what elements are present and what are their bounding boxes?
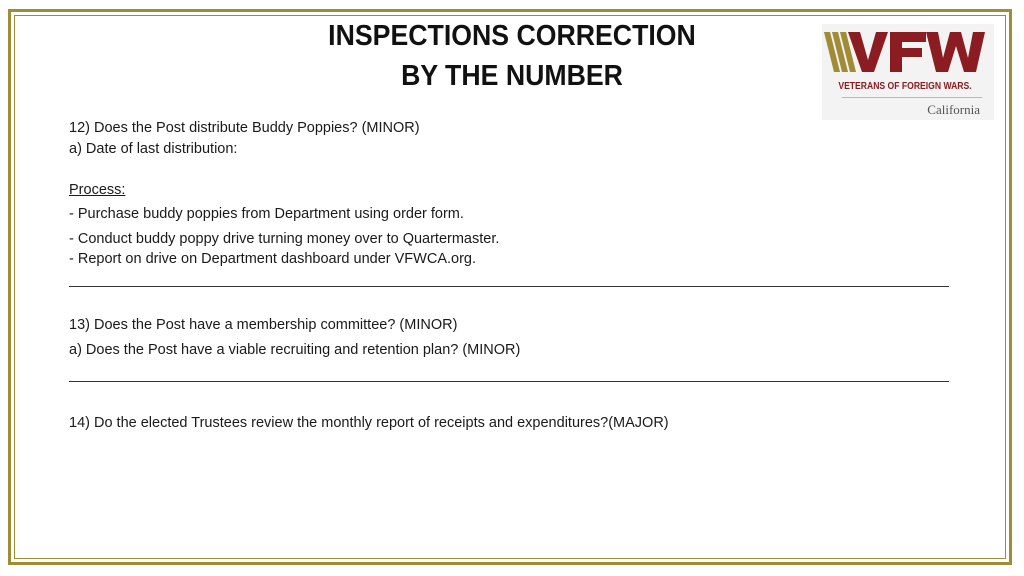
logo-state: California [927, 102, 980, 117]
separator-2 [69, 381, 949, 382]
process-step-2: - Conduct buddy poppy drive turning money over to Quartermaster. [69, 231, 500, 247]
title-line-1: INSPECTIONS CORRECTION [328, 20, 696, 52]
q13-question: 13) Does the Post have a membership committee? (MINOR) [69, 317, 458, 333]
logo-divider [842, 97, 982, 98]
process-step-1: - Purchase buddy poppies from Department using order form. [69, 206, 464, 222]
process-step-3: - Report on drive on Department dashboard under VFWCA.org. [69, 251, 477, 267]
vfw-logo-mark [822, 24, 994, 80]
q12-question: 12) Does the Post distribute Buddy Poppies? (MINOR) [69, 120, 420, 136]
title-line-2: BY THE NUMBER [401, 60, 623, 92]
q14-question: 14) Do the elected Trustees review the monthly report of receipts and expenditures?(MAJOR) [69, 415, 669, 431]
separator-1 [69, 286, 949, 287]
q12-sub-a: a) Date of last distribution: [69, 141, 238, 157]
page-title [282, 16, 742, 96]
vfw-logo [822, 24, 994, 120]
logo-subtitle: VETERANS OF FOREIGN WARS. [838, 81, 972, 92]
q13-sub-a: a) Does the Post have a viable recruiting and retention plan? (MINOR) [69, 342, 521, 358]
process-label: Process: [69, 182, 126, 198]
